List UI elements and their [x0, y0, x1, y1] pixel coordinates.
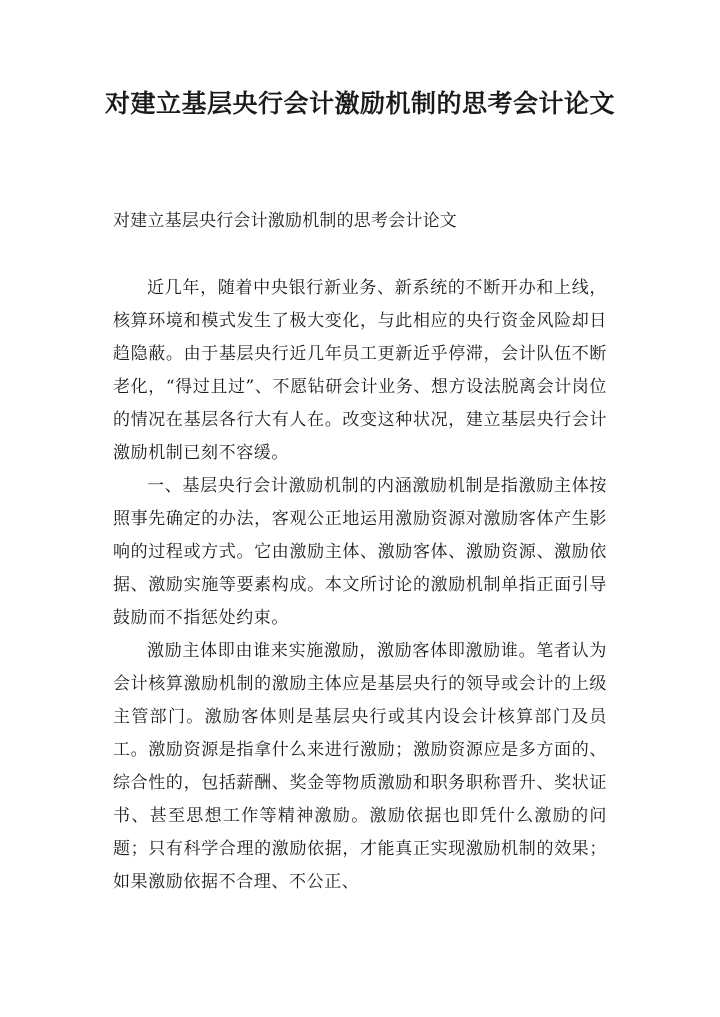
paragraph-3: 激励主体即由谁来实施激励，激励客体即激励谁。笔者认为会计核算激励机制的激励主体应是基层央行的领导或会计的上级主管部门。激励客体则是基层央行或其内设会计核算部门及员工。激励资源是指拿什么来进行激励；激励资源应是多方面的、综合性的，包括薪酬、奖金等物质激励和职务职称晋升、奖状证书、甚至思想工作等精神激励。激励依据也即凭什么激励的问题；只有科学合理的激励依据，才能真正实现激励机制的效果；如果激励依据不合理、不公正、: [113, 641, 607, 892]
paragraph-1: 近几年，随着中央银行新业务、新系统的不断开办和上线，核算环境和模式发生了极大变化，与此相应的央行资金风险却日趋隐蔽。由于基层央行近几年员工更新近乎停滞，会计队伍不断老化，“得过且过”、不愿钻研会计业务、想方设法脱离会计岗位的情况在基层各行大有人在。改变这种状况，建立基层央行会计激励机制已刻不容缓。: [113, 278, 607, 463]
document-title: 对建立基层央行会计激励机制的思考会计论文: [104, 89, 615, 118]
document-body: [113, 272, 607, 899]
paragraph-2: 一、基层央行会计激励机制的内涵激励机制是指激励主体按照事先确定的办法，客观公正地运用激励资源对激励客体产生影响的过程或方式。它由激励主体、激励客体、激励资源、激励依据、激励实施等要素构成。本文所讨论的激励机制单指正面引导鼓励而不指惩处约束。: [113, 476, 607, 628]
document-subtitle: 对建立基层央行会计激励机制的思考会计论文: [113, 211, 457, 231]
